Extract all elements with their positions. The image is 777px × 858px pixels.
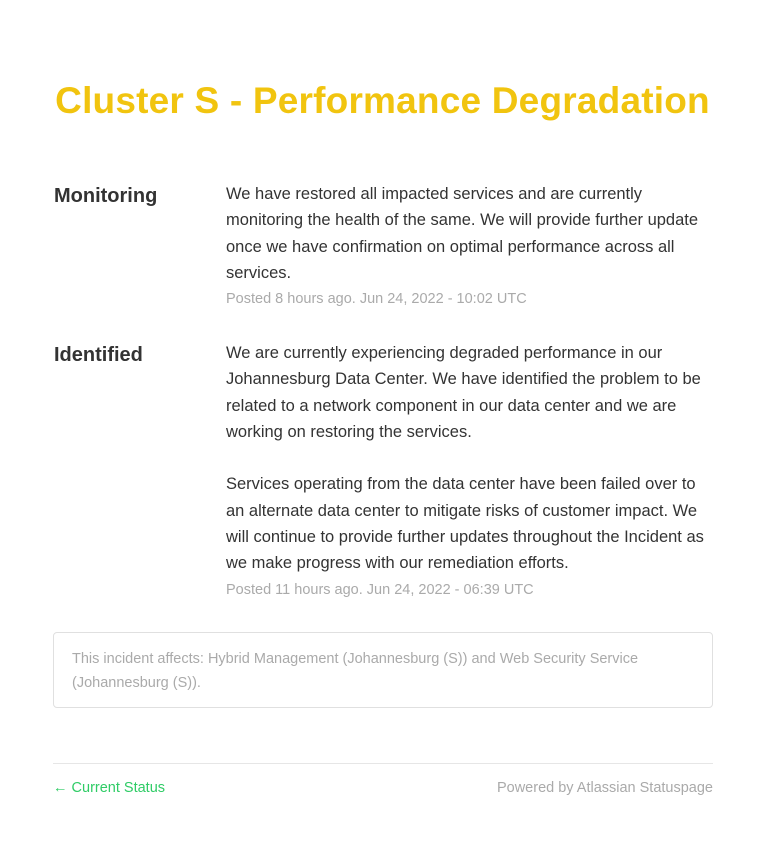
- powered-by-statuspage-link[interactable]: Powered by Atlassian Statuspage: [496, 780, 713, 796]
- footer-divider: [53, 763, 713, 764]
- update-message: We have restored all impacted services and are currently monitoring the health of the same. We will provide further update once we have confirmation on optimal performance across all services.: [226, 185, 699, 282]
- update-message: We are currently experiencing degraded performance in our Johannesburg Data Center. We have identified the problem to be related to a network component in our data center and we are working on restoring the services. Services operating from the data center have been failed over to an alternate data center to mitigate risks of customer impact. We will continue to provide further updates throughout the Incident as we make progress with our remediation efforts.: [226, 344, 704, 573]
- current-status-link[interactable]: ← Current Status: [53, 780, 166, 796]
- update-status-label: Identified: [54, 344, 143, 366]
- page-title: Cluster S - Performance Degradation: [55, 80, 710, 121]
- update-body: [226, 181, 716, 307]
- update-body: [226, 340, 716, 598]
- update-status-label: Monitoring: [54, 185, 158, 207]
- incident-affects-box: This incident affects: Hybrid Management (Johannesburg (S)) and Web Security Service (Johannesburg (S)).: [53, 632, 713, 708]
- update-timestamp: Posted 11 hours ago. Jun 24, 2022 - 06:39 UTC: [226, 581, 534, 598]
- update-timestamp: Posted 8 hours ago. Jun 24, 2022 - 10:02 UTC: [226, 291, 527, 308]
